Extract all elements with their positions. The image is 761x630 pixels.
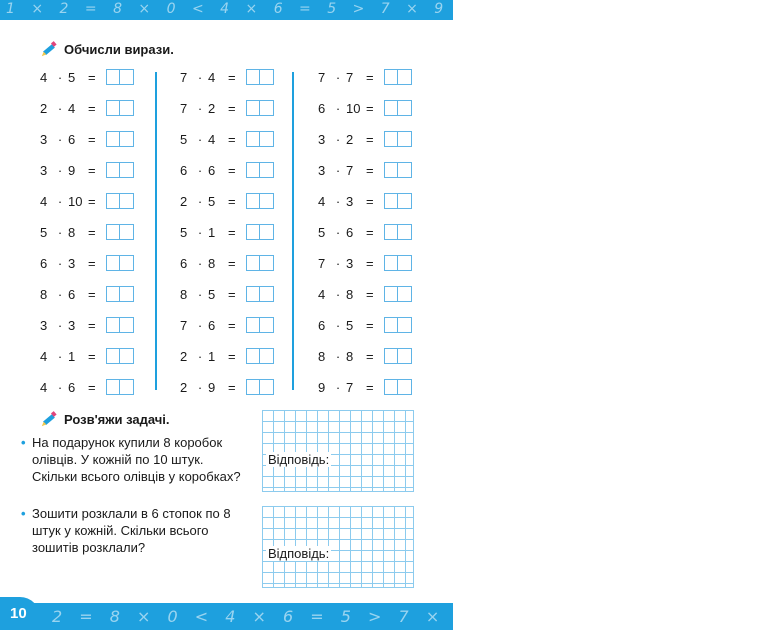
operand-b: 10 [346,100,361,116]
answer-cell[interactable] [398,349,411,363]
operand-b: 1 [208,224,216,240]
section2-title: Розв'яжи задачі. [64,411,170,427]
multiply-sign: · [57,100,63,116]
operand-b: 1 [208,348,216,364]
answer-cell[interactable] [398,163,411,177]
equals-sign: = [366,162,374,178]
operand-a: 8 [40,286,48,302]
operand-b: 3 [68,317,76,333]
multiply-sign: · [197,286,203,302]
multiply-sign: · [197,69,203,85]
expression-row [180,62,310,92]
expression-row [180,186,310,216]
answer-box[interactable] [106,348,134,364]
equals-sign: = [228,255,236,271]
operand-b: 6 [68,286,76,302]
multiply-sign: · [57,317,63,333]
answer-cell[interactable] [260,194,273,208]
expression-row [318,62,448,92]
answer-cell[interactable] [107,70,120,84]
operand-a: 2 [180,379,188,395]
answer-label: Відповідь: [268,546,330,561]
answer-box[interactable] [384,100,412,116]
answer-cell[interactable] [247,318,260,332]
expression-row [318,248,448,278]
equals-sign: = [88,131,96,147]
answer-box[interactable] [106,162,134,178]
answer-cell[interactable] [247,287,260,301]
expression-row [40,186,170,216]
operand-a: 4 [40,379,48,395]
equals-sign: = [228,317,236,333]
answer-box[interactable] [246,69,274,85]
answer-box[interactable] [246,162,274,178]
answer-box[interactable] [384,348,412,364]
expression-row [318,217,448,247]
answer-cell[interactable] [107,163,120,177]
header-strip [0,0,717,20]
multiply-sign: · [57,224,63,240]
answer-cell[interactable] [385,101,398,115]
answer-box[interactable] [384,193,412,209]
answer-cell[interactable] [107,101,120,115]
answer-cell[interactable] [120,380,133,394]
answer-cell[interactable] [247,132,260,146]
answer-cell[interactable] [260,225,273,239]
answer-cell[interactable] [385,256,398,270]
operand-a: 2 [180,193,188,209]
operand-a: 3 [40,131,48,147]
expression-row [180,341,310,371]
equals-sign: = [228,131,236,147]
pencil-icon [40,40,58,58]
operand-b: 2 [208,100,216,116]
expression-row [40,217,170,247]
answer-cell[interactable] [260,349,273,363]
expression-row [180,248,310,278]
multiply-sign: · [197,162,203,178]
multiply-sign: · [57,255,63,271]
equals-sign: = [88,286,96,302]
operand-b: 3 [68,255,76,271]
equals-sign: = [366,100,374,116]
operand-a: 7 [180,100,188,116]
operand-a: 5 [40,224,48,240]
answer-cell[interactable] [260,287,273,301]
expression-row [318,93,448,123]
equals-sign: = [228,286,236,302]
operand-a: 7 [318,69,326,85]
operand-a: 6 [180,162,188,178]
operand-b: 3 [346,193,354,209]
answer-cell[interactable] [385,225,398,239]
operand-b: 4 [208,69,216,85]
operand-a: 7 [180,317,188,333]
answer-cell[interactable] [385,163,398,177]
multiply-sign: · [57,69,63,85]
multiply-sign: · [335,69,341,85]
answer-cell[interactable] [107,287,120,301]
expression-row [180,93,310,123]
operand-b: 8 [346,286,354,302]
equals-sign: = [88,255,96,271]
operand-a: 5 [180,224,188,240]
answer-cell[interactable] [398,194,411,208]
expression-row [40,248,170,278]
answer-box[interactable] [384,379,412,395]
equals-sign: = [366,255,374,271]
multiply-sign: · [335,162,341,178]
answer-cell[interactable] [260,132,273,146]
answer-box[interactable] [384,286,412,302]
answer-cell[interactable] [247,225,260,239]
operand-b: 4 [208,131,216,147]
equals-sign: = [88,348,96,364]
operand-a: 4 [40,348,48,364]
operand-b: 1 [68,348,76,364]
answer-cell[interactable] [120,349,133,363]
answer-cell[interactable] [398,380,411,394]
answer-cell[interactable] [247,194,260,208]
multiply-sign: · [335,100,341,116]
operand-b: 7 [346,162,354,178]
equals-sign: = [366,286,374,302]
answer-box[interactable] [106,379,134,395]
operand-a: 4 [318,286,326,302]
expression-row [180,279,310,309]
answer-cell[interactable] [247,70,260,84]
equals-sign: = [228,100,236,116]
answer-cell[interactable] [260,380,273,394]
answer-cell[interactable] [247,101,260,115]
answer-box[interactable] [246,286,274,302]
multiply-sign: · [197,317,203,333]
pencil-icon [40,410,58,428]
answer-cell[interactable] [120,132,133,146]
answer-box[interactable] [106,286,134,302]
expression-row [318,341,448,371]
answer-cell[interactable] [107,318,120,332]
expression-row [180,217,310,247]
answer-cell[interactable] [120,225,133,239]
equals-sign: = [228,193,236,209]
operand-a: 7 [180,69,188,85]
answer-cell[interactable] [385,318,398,332]
operand-a: 6 [318,317,326,333]
operand-b: 10 [68,193,83,209]
operand-a: 4 [40,193,48,209]
answer-cell[interactable] [120,163,133,177]
answer-cell[interactable] [385,349,398,363]
operand-b: 7 [346,379,354,395]
answer-cell[interactable] [107,349,120,363]
multiply-sign: · [57,348,63,364]
equals-sign: = [366,317,374,333]
operand-a: 8 [318,348,326,364]
equals-sign: = [366,348,374,364]
expression-row [40,372,170,402]
equals-sign: = [228,162,236,178]
answer-label: Відповідь: [268,452,330,467]
answer-box[interactable] [246,348,274,364]
operand-b: 6 [68,131,76,147]
operand-b: 8 [208,255,216,271]
multiply-sign: · [335,193,341,209]
equals-sign: = [88,379,96,395]
answer-cell[interactable] [385,70,398,84]
operand-b: 5 [208,193,216,209]
operand-b: 8 [346,348,354,364]
multiply-sign: · [197,131,203,147]
operand-b: 2 [346,131,354,147]
answer-box[interactable] [384,162,412,178]
operand-a: 6 [318,100,326,116]
multiply-sign: · [57,286,63,302]
expression-row [318,186,448,216]
operand-b: 6 [346,224,354,240]
equals-sign: = [88,224,96,240]
answer-cell[interactable] [120,287,133,301]
expression-row [40,62,170,92]
bullet: • [21,506,26,521]
answer-cell[interactable] [385,380,398,394]
footer-strip-text: 2 = 8 × 0 < 4 × 6 = 5 > 7 × 9 = 1 < 2 × 6 = 8 × 3 [52,607,761,626]
answer-cell[interactable] [107,132,120,146]
operand-b: 7 [346,69,354,85]
answer-cell[interactable] [260,101,273,115]
equals-sign: = [228,379,236,395]
equals-sign: = [88,317,96,333]
expression-row [180,124,310,154]
header-strip-text: 1 × 2 = 8 × 0 < 4 × 6 = 5 > 7 × 9 = 1 < 2 × 6 = 8 × 3 [6,1,717,17]
equals-sign: = [228,348,236,364]
answer-grid[interactable] [262,410,414,492]
operand-a: 5 [318,224,326,240]
expression-row [40,93,170,123]
task-item [21,505,247,556]
task-text: На подарунок купили 8 коробок олівців. У кожній по 10 штук. Скільки всього олівців у коробках? [32,435,241,484]
operand-a: 2 [180,348,188,364]
multiply-sign: · [335,131,341,147]
operand-a: 3 [318,162,326,178]
answer-cell[interactable] [398,101,411,115]
operand-a: 6 [180,255,188,271]
multiply-sign: · [197,224,203,240]
multiply-sign: · [197,100,203,116]
operand-b: 8 [68,224,76,240]
expression-row [40,279,170,309]
answer-cell[interactable] [260,318,273,332]
task-text: Зошити розклали в 6 стопок по 8 штук у кожній. Скільки всього зошитів розклали? [32,506,231,555]
answer-box[interactable] [106,69,134,85]
operand-a: 3 [40,317,48,333]
expression-row [40,124,170,154]
answer-box[interactable] [384,131,412,147]
multiply-sign: · [335,317,341,333]
multiply-sign: · [335,255,341,271]
footer-strip [0,603,761,630]
multiply-sign: · [57,131,63,147]
operand-b: 6 [208,317,216,333]
answer-cell[interactable] [120,194,133,208]
operand-b: 5 [208,286,216,302]
expression-row [40,310,170,340]
equals-sign: = [366,224,374,240]
answer-box[interactable] [384,224,412,240]
operand-b: 4 [68,100,76,116]
multiply-sign: · [335,348,341,364]
operand-b: 6 [68,379,76,395]
expression-row [318,124,448,154]
expression-row [318,310,448,340]
operand-b: 6 [208,162,216,178]
page-number: 10 [10,605,27,622]
equals-sign: = [228,69,236,85]
answer-box[interactable] [246,255,274,271]
task-item [21,434,247,485]
answer-cell[interactable] [247,163,260,177]
answer-cell[interactable] [398,70,411,84]
answer-cell[interactable] [398,287,411,301]
answer-box[interactable] [106,193,134,209]
answer-box[interactable] [106,255,134,271]
answer-cell[interactable] [385,287,398,301]
multiply-sign: · [57,193,63,209]
equals-sign: = [366,193,374,209]
equals-sign: = [88,162,96,178]
answer-box[interactable] [106,317,134,333]
section1-title: Обчисли вирази. [64,41,174,57]
answer-box[interactable] [246,379,274,395]
operand-a: 4 [40,69,48,85]
multiply-sign: · [57,379,63,395]
answer-box[interactable] [384,317,412,333]
operand-a: 4 [318,193,326,209]
answer-box[interactable] [246,224,274,240]
expression-row [40,155,170,185]
answer-cell[interactable] [260,163,273,177]
operand-a: 5 [180,131,188,147]
answer-box[interactable] [246,317,274,333]
answer-cell[interactable] [247,256,260,270]
answer-cell[interactable] [385,194,398,208]
answer-cell[interactable] [247,349,260,363]
page-number-badge [0,597,40,630]
operand-b: 5 [68,69,76,85]
operand-a: 8 [180,286,188,302]
answer-box[interactable] [384,255,412,271]
answer-box[interactable] [106,131,134,147]
operand-b: 9 [208,379,216,395]
answer-box[interactable] [106,100,134,116]
answer-box[interactable] [246,100,274,116]
equals-sign: = [366,131,374,147]
expression-row [318,279,448,309]
section1-heading [40,40,174,58]
answer-box[interactable] [106,224,134,240]
multiply-sign: · [335,286,341,302]
operand-b: 3 [346,255,354,271]
equals-sign: = [366,69,374,85]
section2-heading [40,410,170,428]
answer-box[interactable] [246,193,274,209]
answer-cell[interactable] [107,194,120,208]
answer-cell[interactable] [247,380,260,394]
answer-cell[interactable] [385,132,398,146]
operand-b: 9 [68,162,76,178]
expression-row [318,372,448,402]
answer-cell[interactable] [120,70,133,84]
multiply-sign: · [57,162,63,178]
multiply-sign: · [197,348,203,364]
answer-cell[interactable] [398,225,411,239]
operand-b: 5 [346,317,354,333]
multiply-sign: · [197,379,203,395]
equals-sign: = [366,379,374,395]
operand-a: 2 [40,100,48,116]
operand-a: 6 [40,255,48,271]
answer-cell[interactable] [398,318,411,332]
operand-a: 7 [318,255,326,271]
answer-cell[interactable] [398,256,411,270]
multiply-sign: · [335,224,341,240]
expression-row [180,155,310,185]
operand-a: 9 [318,379,326,395]
answer-cell[interactable] [398,132,411,146]
equals-sign: = [88,193,96,209]
equals-sign: = [88,100,96,116]
expression-row [180,372,310,402]
multiply-sign: · [335,379,341,395]
equals-sign: = [88,69,96,85]
expression-row [40,341,170,371]
multiply-sign: · [197,255,203,271]
answer-cell[interactable] [260,70,273,84]
answer-cell[interactable] [107,380,120,394]
answer-box[interactable] [384,69,412,85]
multiply-sign: · [197,193,203,209]
answer-cell[interactable] [107,225,120,239]
operand-a: 3 [40,162,48,178]
expression-row [318,155,448,185]
answer-box[interactable] [246,131,274,147]
operand-a: 3 [318,131,326,147]
answer-cell[interactable] [120,101,133,115]
answer-cell[interactable] [120,256,133,270]
answer-cell[interactable] [260,256,273,270]
answer-cell[interactable] [107,256,120,270]
bullet: • [21,435,26,450]
expression-row [180,310,310,340]
answer-cell[interactable] [120,318,133,332]
equals-sign: = [228,224,236,240]
